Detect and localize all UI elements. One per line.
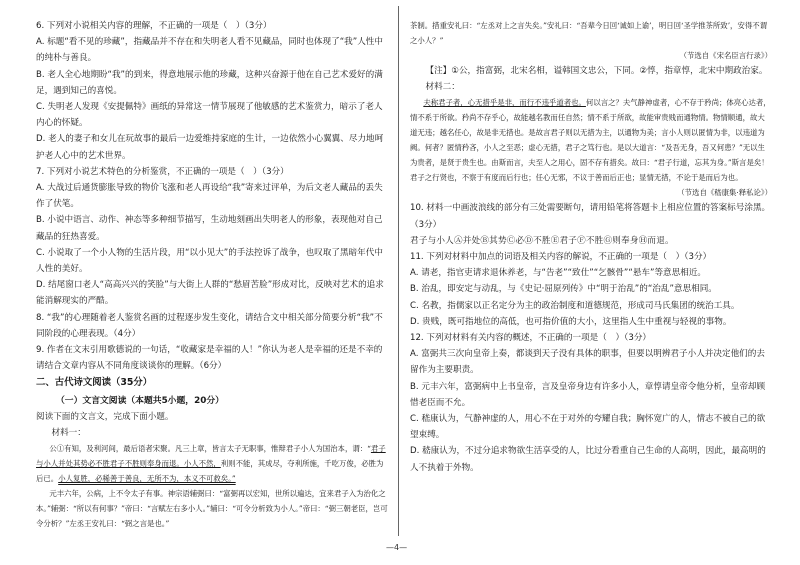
q9-text: 9. 作者在文末引用歌德说的一句话，“收藏家是幸福的人！”你认为老人是幸福的还是不幸的请结合文章内容从不同角度谈谈你的理解。（6分） <box>36 345 383 372</box>
m1-text-rest: 利则不能，其成尽，夺利所施，千吃万俊，必胜为后已。 <box>36 459 384 484</box>
q7-option-a: A. 大战过后通货膨胀导致的物价飞涨和老人再设给“我”寄来过评单，为后文老人藏品的丢失作了伏笔。 <box>36 183 383 210</box>
q11-stem: 11. 下列对材料中加点的词语及相关内容的解说，不正确的一项是（ ）（3分） <box>410 252 712 263</box>
annotation-note: 【注】①公，指富弼，北宋名相，谥韩国文忠公，下同。②惇，指章惇，北宋中期政治家。 <box>425 66 768 76</box>
q12-option-c: C. 嵇康认为，气静神虚的人，用心不在于对外的夸耀自我；胸怀宽广的人，情志不被自己的欲望束缚。 <box>410 414 766 441</box>
section-heading: 二、古代诗文阅读（35分） <box>36 377 153 389</box>
column-divider <box>398 6 399 536</box>
q6-option-d: D. 老人的妻子和女儿在玩故事的最后一边爱维持家庭的生计，一边依然小心翼翼、尽力地呵护老人心中的艺术世界。 <box>36 134 384 161</box>
q7-option-b: B. 小说中语言、动作、神态等多种细节描写，生动地刻画出失明老人的形象，表现他对自己藏品的狂热喜爱。 <box>36 215 383 242</box>
q11-option-a: A. 请老，指官吏请求退休养老，与“告老”“致仕”“乞骸骨”“悬车”等意思相近。 <box>410 268 707 279</box>
m1-underlined-sentence: 小人复胜，必稀善于善良，无所不为，本义不可救矣。” <box>58 474 236 484</box>
m2-text: 何以言之？夫气静神虚者，心不存于矜尚；体亮心达者，情不系于所欲。矜尚不存乎心，故能越名教而任自然；情不系于所欲，故能审贵贱而通物情。物情顺通，故大道无违；越名任心，故是非无措也。是故言君子则以无措为主，以通物为美；言小人则以匿情为非，以违道为阙。何者？匿情矜吝，小人之至恶；虚心无措，君子之笃行也。是以大道言：“及吾无身，吾又何患？”无以生为贵者，是贤于贵生也。由斯而言，夫至人之用心，固不存有措矣。故曰：“君子行道，忘其为身。”斯言是矣！君子之行贤也，不察于有度而后行也；任心无邪，不议于善而后正也；显情无措，不论于是而后为也。 <box>410 98 771 183</box>
material1-paragraph1 <box>36 441 388 486</box>
q7-option-c: C. 小说取了一个小人物的生活片段，用“以小见大”的手法控诉了战争，也叹取了黑暗年代中人性的美好。 <box>36 247 383 275</box>
source-citation-2: （节选自《嵇康集·释私论》） <box>677 188 772 198</box>
material1-paragraph3: 茶制。措重安礼曰：“左丞对上之言失矣。”安礼曰：“吾辈今日回‘诚如上谕’，明日回‘圣学推茶所致’，安得不谓之小人？” <box>410 21 768 45</box>
q7-stem: 7. 下列对小说艺术特色的分析鉴赏，不正确的一项是（ ）（3分） <box>36 166 289 177</box>
q10-sentence: 君子与小人Ⓐ并处Ⓑ其势Ⓒ必Ⓓ不胜Ⓔ君子Ⓕ不胜Ⓖ则奉身Ⓗ而退。 <box>410 235 674 246</box>
q12-stem: 12. 下列对材料有关内容的概述，不正确的一项是（ ）（3分） <box>410 333 652 344</box>
q12-option-d: D. 嵇康认为，不过分追求物欲生活享受的人，比过分看重自己生命的人高明，因此，最高明的人不执着于外物。 <box>410 446 766 473</box>
q6-option-b: B. 老人全心地期盼“我”的到来，得意地展示他的珍藏，这种兴奋源于他在自己艺术爱好的满足，遇到知己的喜悦。 <box>36 69 383 96</box>
m2-underlined-sentence: 夫称君子者，心无措乎是非，而行不违乎道者也。 <box>423 98 586 108</box>
m1-wavy-sentence: 君子与小人并处其势必不胜君子不胜则奉身而退。小人不然， <box>36 444 386 469</box>
material2-paragraph <box>410 95 772 185</box>
material2-label: 材料二： <box>425 82 460 93</box>
q6-option-a: A. 标题“看不见的珍藏”，指藏品并不存在和失明老人看不见藏品，同时也体现了“我”人性中的纯朴与善良。 <box>36 37 383 64</box>
material1-label: 材料一： <box>51 428 86 439</box>
q6-stem: 6. 下列对小说相关内容的理解，不正确的一项是（ ）（3分） <box>36 21 272 31</box>
q11-option-d: D. 贵贱，既可指地位的高低，也可指价值的大小，这里指人生中重视与轻视的事物。 <box>410 316 732 327</box>
material1-paragraph2: 元丰六年，公病，上不令太子有事。神宗语辅弼曰：“富弼再以宏知，世所以遍达，宜来君子入为治化之本。”辅弼：“所以有何事？”帝曰：“言赋左右多小人。”辅曰：“可令分析致为小人。”帝曰：“弼三朝老臣，岂可令分析？”左丞王安礼曰：“弼之言是也。” <box>36 489 388 529</box>
q10-stem: 10. 材料一中画波浪线的部分有三处需要断句，请用铅笔将答题卡上相应位置的答案标号涂黑。（3分） <box>410 203 771 230</box>
source-citation-1: （节选自《宋名臣言行录》） <box>679 51 772 60</box>
left-column <box>36 18 388 531</box>
q6-option-c: C. 失明老人发现《安提佩特》画纸的异常这一情节展现了他敏感的艺术鉴赏力，暗示了老人内心的怀疑。 <box>36 102 383 129</box>
q7-option-d: D. 结尾窗口老人“高高兴兴的笑脸”与大街上人群的“愁眉苦脸”形成对比，反映对艺术的追求能消解现实的严酷。 <box>36 280 384 307</box>
right-column <box>410 18 772 476</box>
reading-instruction: 阅读下面的文言文，完成下面小题。 <box>36 411 174 422</box>
q11-option-c: C. 名教，指儒家以正名定分为主的政治制度和道德规范，形成司马氏集团的统治工具。 <box>410 300 740 311</box>
q11-option-b: B. 治乱，即安定与动乱，与《史记·屈原列传》中“明于治乱”的“治乱”意思相同。 <box>410 284 717 295</box>
q12-option-a: A. 富弼共三次向皇帝上奏，都谈到天子没有具体的职事，但要以明辨君子小人并决定他们的去留作为主要职责。 <box>410 349 765 376</box>
m1-text-plain: 公①有知，及利河间，最后语者宋聚。凡三上章，皆言太子无职事，惟辩君子小人为国治本，谓：“ <box>49 444 371 454</box>
subsection-heading: （一）文言文阅读（本题共5小题，20分） <box>56 395 224 406</box>
page-number: —4— <box>386 543 408 552</box>
q8-text: 8. “我”的心理随着老人鉴赏名画的过程逐步发生变化，请结合文中相关部分简要分析“我”不同阶段的心理表现。（4分） <box>36 312 383 339</box>
q12-option-b: B. 元丰六年，富弼病中上书皇帝，言及皇帝身边有许多小人，章惇请皇帝令他分析，皇帝却顾惜老臣而不允。 <box>410 381 766 408</box>
